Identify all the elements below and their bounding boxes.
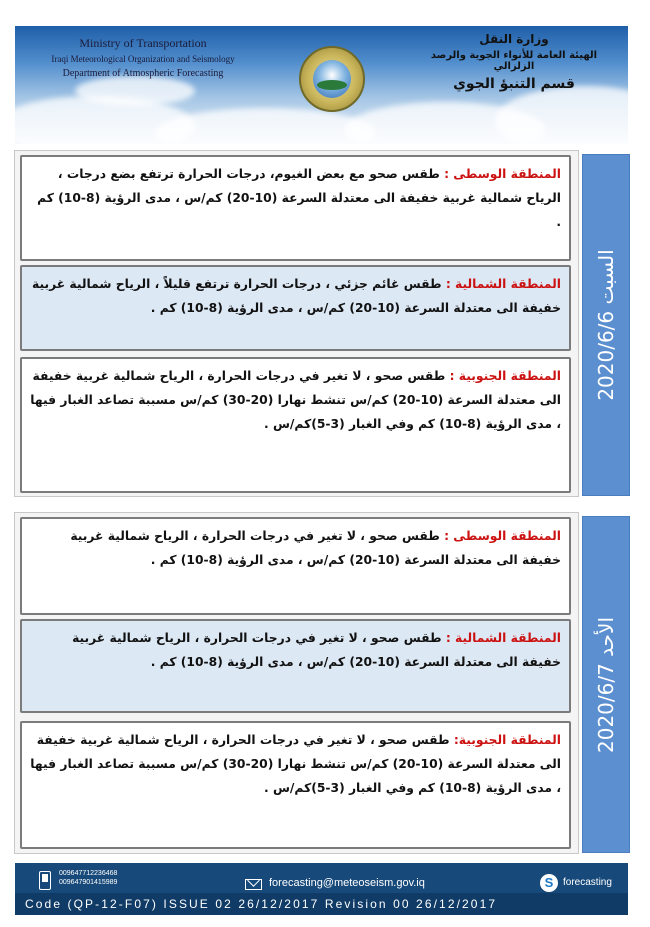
day2-region-south xyxy=(20,721,571,849)
region-title: المنطقة الوسطى : xyxy=(444,529,561,543)
ministry-name-ar: وزارة النقل xyxy=(479,32,549,46)
region-title: المنطقة الشمالية : xyxy=(445,631,561,645)
day2-forecast-group xyxy=(14,512,579,854)
header-arabic xyxy=(414,32,614,92)
region-title: المنطقة الشمالية : xyxy=(445,277,561,291)
day1-date-label: السبت 2020/6/6 xyxy=(594,249,618,401)
region-forecast-text: طقس صحو ، لا تغير في درجات الحرارة ، الرياح شمالية غربية خفيفة الى معتدلة السرعة (10-20) كم/س تنشط نهارا (20-30) كم/س مسببة تصاعد الغبار فيها ، مدى الرؤية (8-10) كم وفي الغبار (3-5)كم/س . xyxy=(30,733,561,795)
phone-number-1: 009647712236468 xyxy=(59,870,118,877)
department-name-ar: قسم التنبؤ الجوي xyxy=(453,76,575,92)
region-forecast-text: طقس صحو ، لا تغير في درجات الحرارة ، الرياح شمالية غربية خفيفة الى معتدلة السرعة (10-20) كم/س ، مدى الرؤية (8-10) كم . xyxy=(72,631,561,669)
day1-region-north xyxy=(20,265,571,351)
ministry-name-en: Ministry of Transportation xyxy=(79,36,207,50)
day1-region-central xyxy=(20,155,571,261)
day2-region-central xyxy=(20,517,571,615)
day1-date-panel xyxy=(582,154,630,496)
header-banner xyxy=(15,26,628,144)
region-forecast-text: طقس غائم جزئي ، درجات الحرارة ترتفع قليلاً ، الرياح شمالية غربية خفيفة الى معتدلة السرعة (10-20) كم/س ، مدى الرؤية (8-10) كم . xyxy=(31,277,561,315)
organization-name-ar: الهيئة العامة للأنواء الجوية والرصد الزلزالي xyxy=(430,50,598,72)
day2-date-label: الأحد 2020/6/7 xyxy=(594,616,618,753)
mail-icon xyxy=(245,879,262,890)
phone-number-2: 009647901415989 xyxy=(59,879,118,886)
region-forecast-text: طقس صحو ، لا تغير في درجات الحرارة ، الرياح شمالية غربية خفيفة الى معتدلة السرعة (10-20) كم/س تنشط نهارا (20-30) كم/س مسببة تصاعد الغبار فيها ، مدى الرؤية (8-10) كم وفي الغبار (3-5)كم/س . xyxy=(30,369,561,431)
skype-name[interactable]: forecasting xyxy=(563,877,612,888)
region-forecast-text: طقس صحو مع بعض الغيوم، درجات الحرارة ترتفع بضع درجات ، الرياح شمالية غربية خفيفة الى معتدلة السرعة (10-20) كم/س ، مدى الرؤية (8-10) كم . xyxy=(37,167,561,229)
day2-region-north xyxy=(20,619,571,713)
day1-region-south xyxy=(20,357,571,493)
phone-icon xyxy=(39,871,51,890)
day1-forecast-group xyxy=(14,150,579,497)
email-address[interactable]: forecasting@meteoseism.gov.iq xyxy=(269,877,425,889)
document-code: Code (QP-12-F07) ISSUE 02 26/12/2017 Revision 00 26/12/2017 xyxy=(25,897,498,911)
department-name-en: Department of Atmospheric Forecasting xyxy=(62,68,224,79)
footer xyxy=(15,863,628,915)
region-title: المنطقة الجنوبية: xyxy=(453,733,561,747)
organization-logo xyxy=(299,46,365,112)
organization-name-en: Iraqi Meteorological Organization and Seismology xyxy=(51,54,235,64)
day2-date-panel xyxy=(582,516,630,853)
region-forecast-text: طقس صحو ، لا تغير في درجات الحرارة ، الرياح شمالية غربية خفيفة الى معتدلة السرعة (10-20) كم/س ، مدى الرؤية (8-10) كم . xyxy=(70,529,561,567)
header-english xyxy=(23,36,263,79)
region-title: المنطقة الجنوبية : xyxy=(449,369,561,383)
skype-icon: S xyxy=(540,874,558,892)
region-title: المنطقة الوسطى : xyxy=(444,167,561,181)
